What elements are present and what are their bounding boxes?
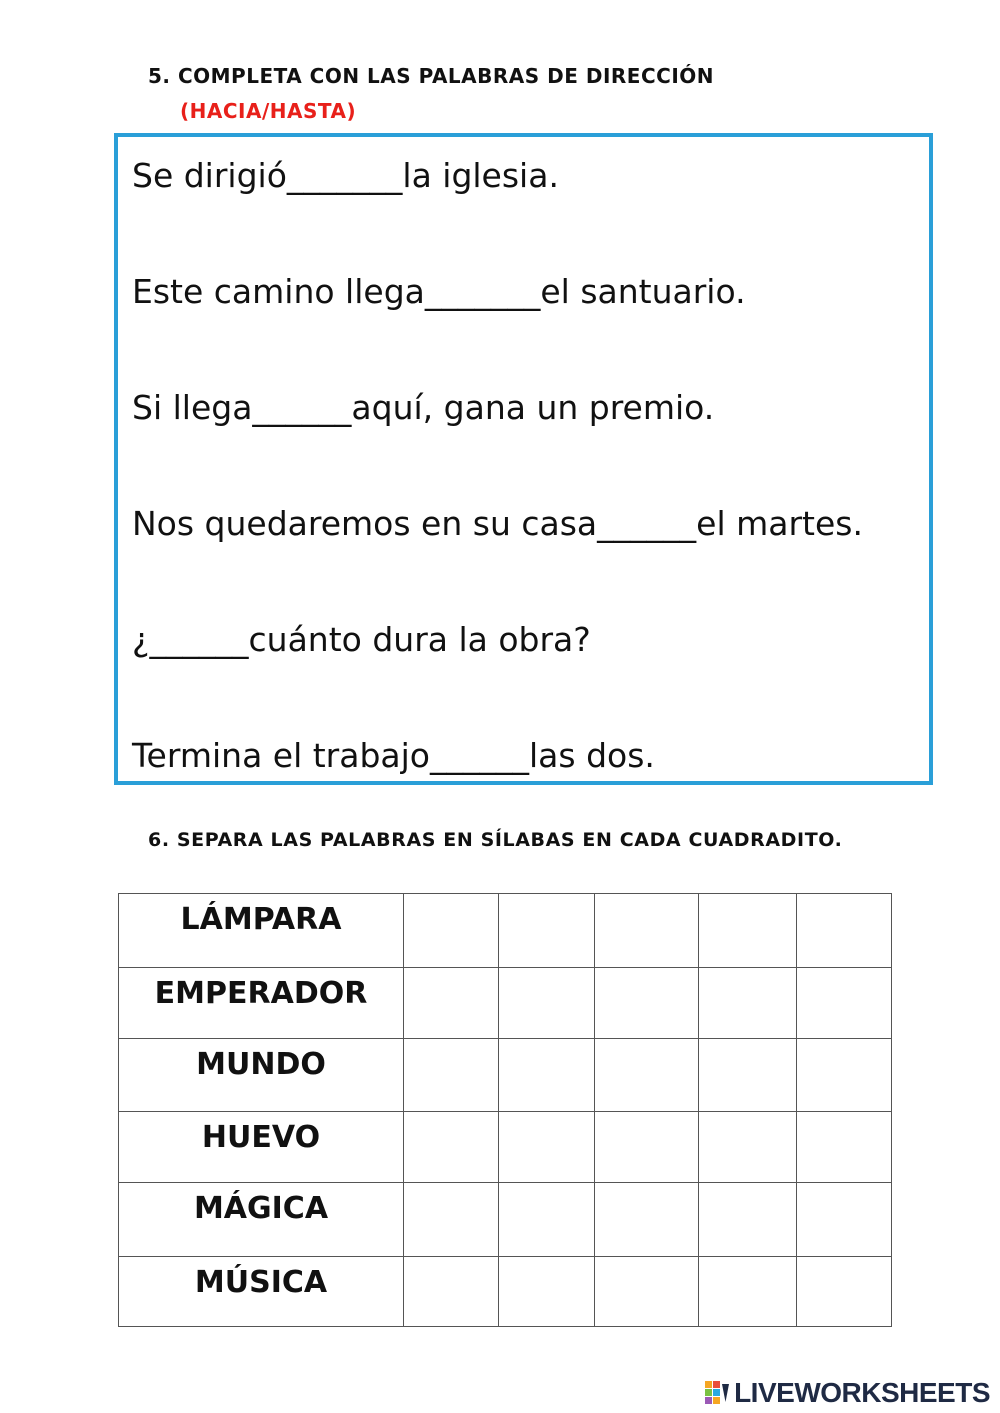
syllable-cell[interactable] <box>499 894 595 968</box>
syllable-cell[interactable] <box>499 968 595 1039</box>
syllable-cell[interactable] <box>499 1183 595 1257</box>
syllable-cell[interactable] <box>699 894 797 968</box>
syllable-cell[interactable] <box>797 1183 892 1257</box>
word-cell: HUEVO <box>119 1112 404 1183</box>
syllable-cell[interactable] <box>404 1183 499 1257</box>
word-cell: LÁMPARA <box>119 894 404 968</box>
syllable-cell[interactable] <box>699 1039 797 1112</box>
word-cell: MÁGICA <box>119 1183 404 1257</box>
syllable-cell[interactable] <box>797 1112 892 1183</box>
syllable-cell[interactable] <box>404 1112 499 1183</box>
sentence-4: Nos quedaremos en su casa______el martes. <box>132 504 863 543</box>
syllable-cell[interactable] <box>404 894 499 968</box>
syllable-cell[interactable] <box>595 968 699 1039</box>
sentence-1: Se dirigió_______la iglesia. <box>132 156 559 195</box>
exercise-5-title: 5. COMPLETA CON LAS PALABRAS DE DIRECCIÓN <box>148 64 715 88</box>
sentence-2: Este camino llega_______el santuario. <box>132 272 746 311</box>
logo-mark-icon <box>704 1380 730 1406</box>
syllable-cell[interactable] <box>797 1039 892 1112</box>
logo-text: LIVEWORKSHEETS <box>734 1377 990 1408</box>
syllable-cell[interactable] <box>699 968 797 1039</box>
syllable-cell[interactable] <box>404 1039 499 1112</box>
syllable-cell[interactable] <box>499 1039 595 1112</box>
syllable-cell[interactable] <box>699 1183 797 1257</box>
word-cell: MÚSICA <box>119 1257 404 1327</box>
word-cell: EMPERADOR <box>119 968 404 1039</box>
sentence-box <box>114 133 933 785</box>
syllable-cell[interactable] <box>699 1112 797 1183</box>
exercise-6-title: 6. SEPARA LAS PALABRAS EN SÍLABAS EN CADA CUADRADITO. <box>148 829 843 851</box>
table-row <box>119 894 892 968</box>
syllable-cell[interactable] <box>595 1112 699 1183</box>
table-row <box>119 968 892 1039</box>
table-row <box>119 1039 892 1112</box>
syllable-cell[interactable] <box>595 1257 699 1327</box>
syllable-cell[interactable] <box>404 968 499 1039</box>
syllable-cell[interactable] <box>404 1257 499 1327</box>
syllable-table <box>118 893 892 1327</box>
word-cell: MUNDO <box>119 1039 404 1112</box>
syllable-cell[interactable] <box>595 894 699 968</box>
syllable-cell[interactable] <box>797 968 892 1039</box>
syllable-cell[interactable] <box>699 1257 797 1327</box>
syllable-cell[interactable] <box>797 894 892 968</box>
liveworksheets-logo <box>704 1377 990 1409</box>
syllable-cell[interactable] <box>595 1039 699 1112</box>
sentence-6: Termina el trabajo______las dos. <box>132 736 655 775</box>
table-row <box>119 1183 892 1257</box>
syllable-cell[interactable] <box>595 1183 699 1257</box>
syllable-cell[interactable] <box>499 1112 595 1183</box>
sentence-5: ¿______cuánto dura la obra? <box>132 620 591 659</box>
table-row <box>119 1257 892 1327</box>
table-row <box>119 1112 892 1183</box>
syllable-cell[interactable] <box>797 1257 892 1327</box>
syllable-cell[interactable] <box>499 1257 595 1327</box>
sentence-3: Si llega______aquí, gana un premio. <box>132 388 715 427</box>
exercise-5-hint: (HACIA/HASTA) <box>180 99 357 123</box>
